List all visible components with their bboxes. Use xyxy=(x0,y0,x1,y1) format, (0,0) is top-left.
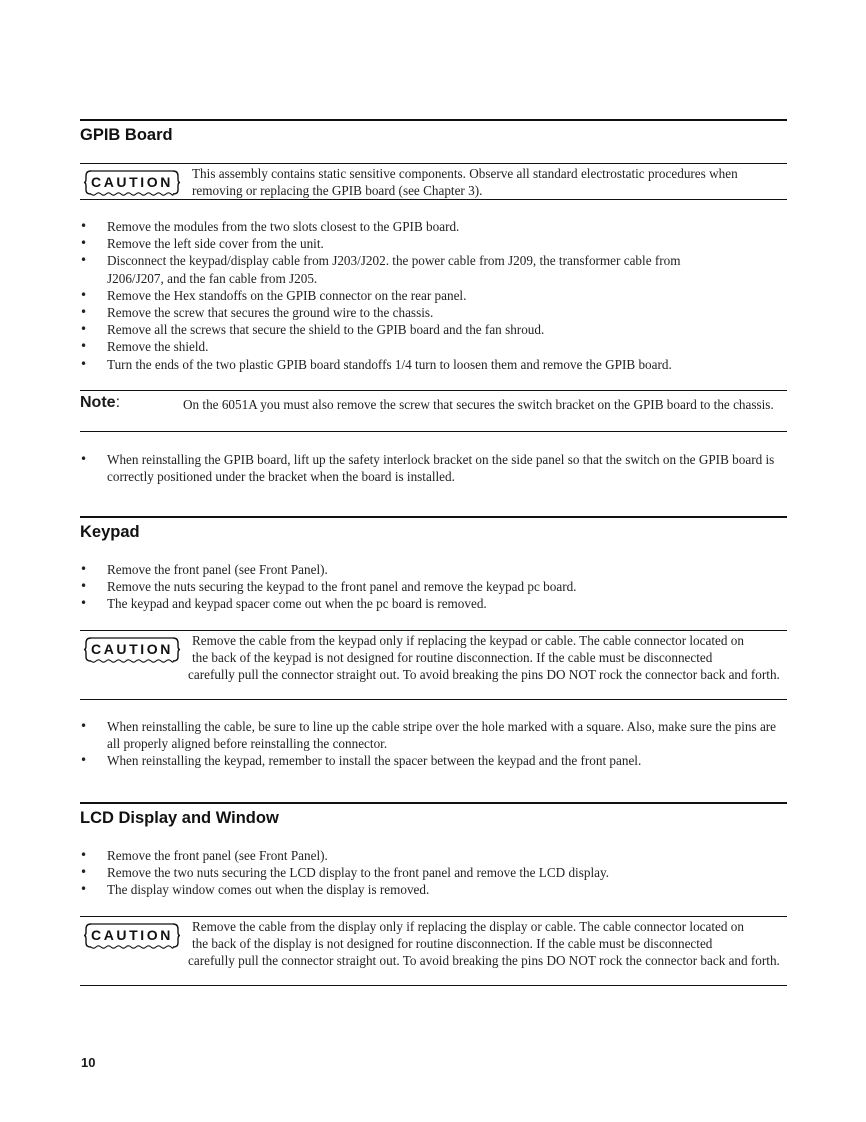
list-item: • Remove the screw that secures the ground wire to the chassis. xyxy=(80,304,787,321)
page-number: 10 xyxy=(81,1055,96,1070)
caution-label: CAUTION xyxy=(91,641,173,657)
lcd-title: LCD Display and Window xyxy=(80,809,279,827)
keypad-steps-list xyxy=(80,561,787,613)
gpib-section xyxy=(80,119,787,145)
keypad-caution-line1: Remove the cable from the keypad only if replacing the keypad or cable. The cable connector located on xyxy=(192,633,744,648)
gpib-steps-list xyxy=(80,218,787,373)
section-rule xyxy=(80,516,787,518)
gpib-reinstall-list xyxy=(80,451,787,485)
list-item: • Remove the Hex standoffs on the GPIB connector on the rear panel. xyxy=(80,287,787,304)
lcd-steps-list xyxy=(80,847,787,899)
note-label-text: Note xyxy=(80,394,116,411)
list-item: • Remove the modules from the two slots closest to the GPIB board. xyxy=(80,218,787,235)
list-item: • Remove the nuts securing the keypad to the front panel and remove the keypad pc board. xyxy=(80,578,787,595)
lcd-section xyxy=(80,802,787,828)
list-item: • Disconnect the keypad/display cable from J203/J202. the power cable from J209, the transformer cable from J206/J207, and the fan cable from J205. xyxy=(80,252,787,286)
list-item: • Remove the front panel (see Front Panel). xyxy=(80,561,787,578)
caution-badge xyxy=(84,922,180,949)
caution-label: CAUTION xyxy=(91,174,173,190)
gpib-caution-box xyxy=(80,163,787,200)
list-item: • The keypad and keypad spacer come out when the pc board is removed. xyxy=(80,595,787,612)
list-item: • Remove the front panel (see Front Panel). xyxy=(80,847,787,864)
note-colon: : xyxy=(115,394,121,411)
caution-badge xyxy=(84,169,180,196)
list-item: • When reinstalling the cable, be sure to line up the cable stripe over the hole marked with a square. Also, make sure the pins are all properly aligned before reinstalling the connector. xyxy=(80,718,787,752)
gpib-note-box xyxy=(80,390,787,432)
keypad-caution-box xyxy=(80,630,787,700)
caution-label: CAUTION xyxy=(91,927,173,943)
lcd-caution-line2: the back of the display is not designed for routine disconnection. If the cable must be disconnected xyxy=(192,936,713,951)
gpib-title: GPIB Board xyxy=(80,126,173,144)
lcd-caution-line1: Remove the cable from the display only if replacing the display or cable. The cable connector located on xyxy=(192,919,744,934)
list-item: • Remove the left side cover from the unit. xyxy=(80,235,787,252)
list-item: • When reinstalling the GPIB board, lift up the safety interlock bracket on the side panel so that the switch on the GPIB board is correctly positioned under the bracket when the board is installed. xyxy=(80,451,787,485)
keypad-caution-line2: the back of the keypad is not designed for routine disconnection. If the cable must be disconnected xyxy=(192,650,713,665)
list-item: • Remove the shield. xyxy=(80,338,787,355)
list-item: • The display window comes out when the display is removed. xyxy=(80,881,787,898)
keypad-section xyxy=(80,516,787,542)
gpib-note-text: On the 6051A you must also remove the screw that secures the switch bracket on the GPIB board to the chassis. xyxy=(183,397,774,412)
keypad-title: Keypad xyxy=(80,523,140,541)
caution-badge xyxy=(84,636,180,663)
list-item: • Remove all the screws that secure the shield to the GPIB board and the fan shroud. xyxy=(80,321,787,338)
gpib-caution-text: This assembly contains static sensitive components. Observe all standard electrostatic procedures when removing or replacing the GPIB board (see Chapter 3). xyxy=(192,166,738,198)
lcd-caution-box xyxy=(80,916,787,986)
keypad-reinstall-list xyxy=(80,718,787,770)
list-item: • Remove the two nuts securing the LCD display to the front panel and remove the LCD display. xyxy=(80,864,787,881)
note-label xyxy=(80,394,120,412)
keypad-caution-rest: carefully pull the connector straight out. To avoid breaking the pins DO NOT rock the connector back and forth. xyxy=(188,667,780,682)
list-item: • Turn the ends of the two plastic GPIB board standoffs 1/4 turn to loosen them and remove the GPIB board. xyxy=(80,356,787,373)
section-rule xyxy=(80,119,787,121)
lcd-caution-rest: carefully pull the connector straight out. To avoid breaking the pins DO NOT rock the connector back and forth. xyxy=(188,953,780,968)
section-rule xyxy=(80,802,787,804)
list-item: • When reinstalling the keypad, remember to install the spacer between the keypad and the front panel. xyxy=(80,752,787,769)
